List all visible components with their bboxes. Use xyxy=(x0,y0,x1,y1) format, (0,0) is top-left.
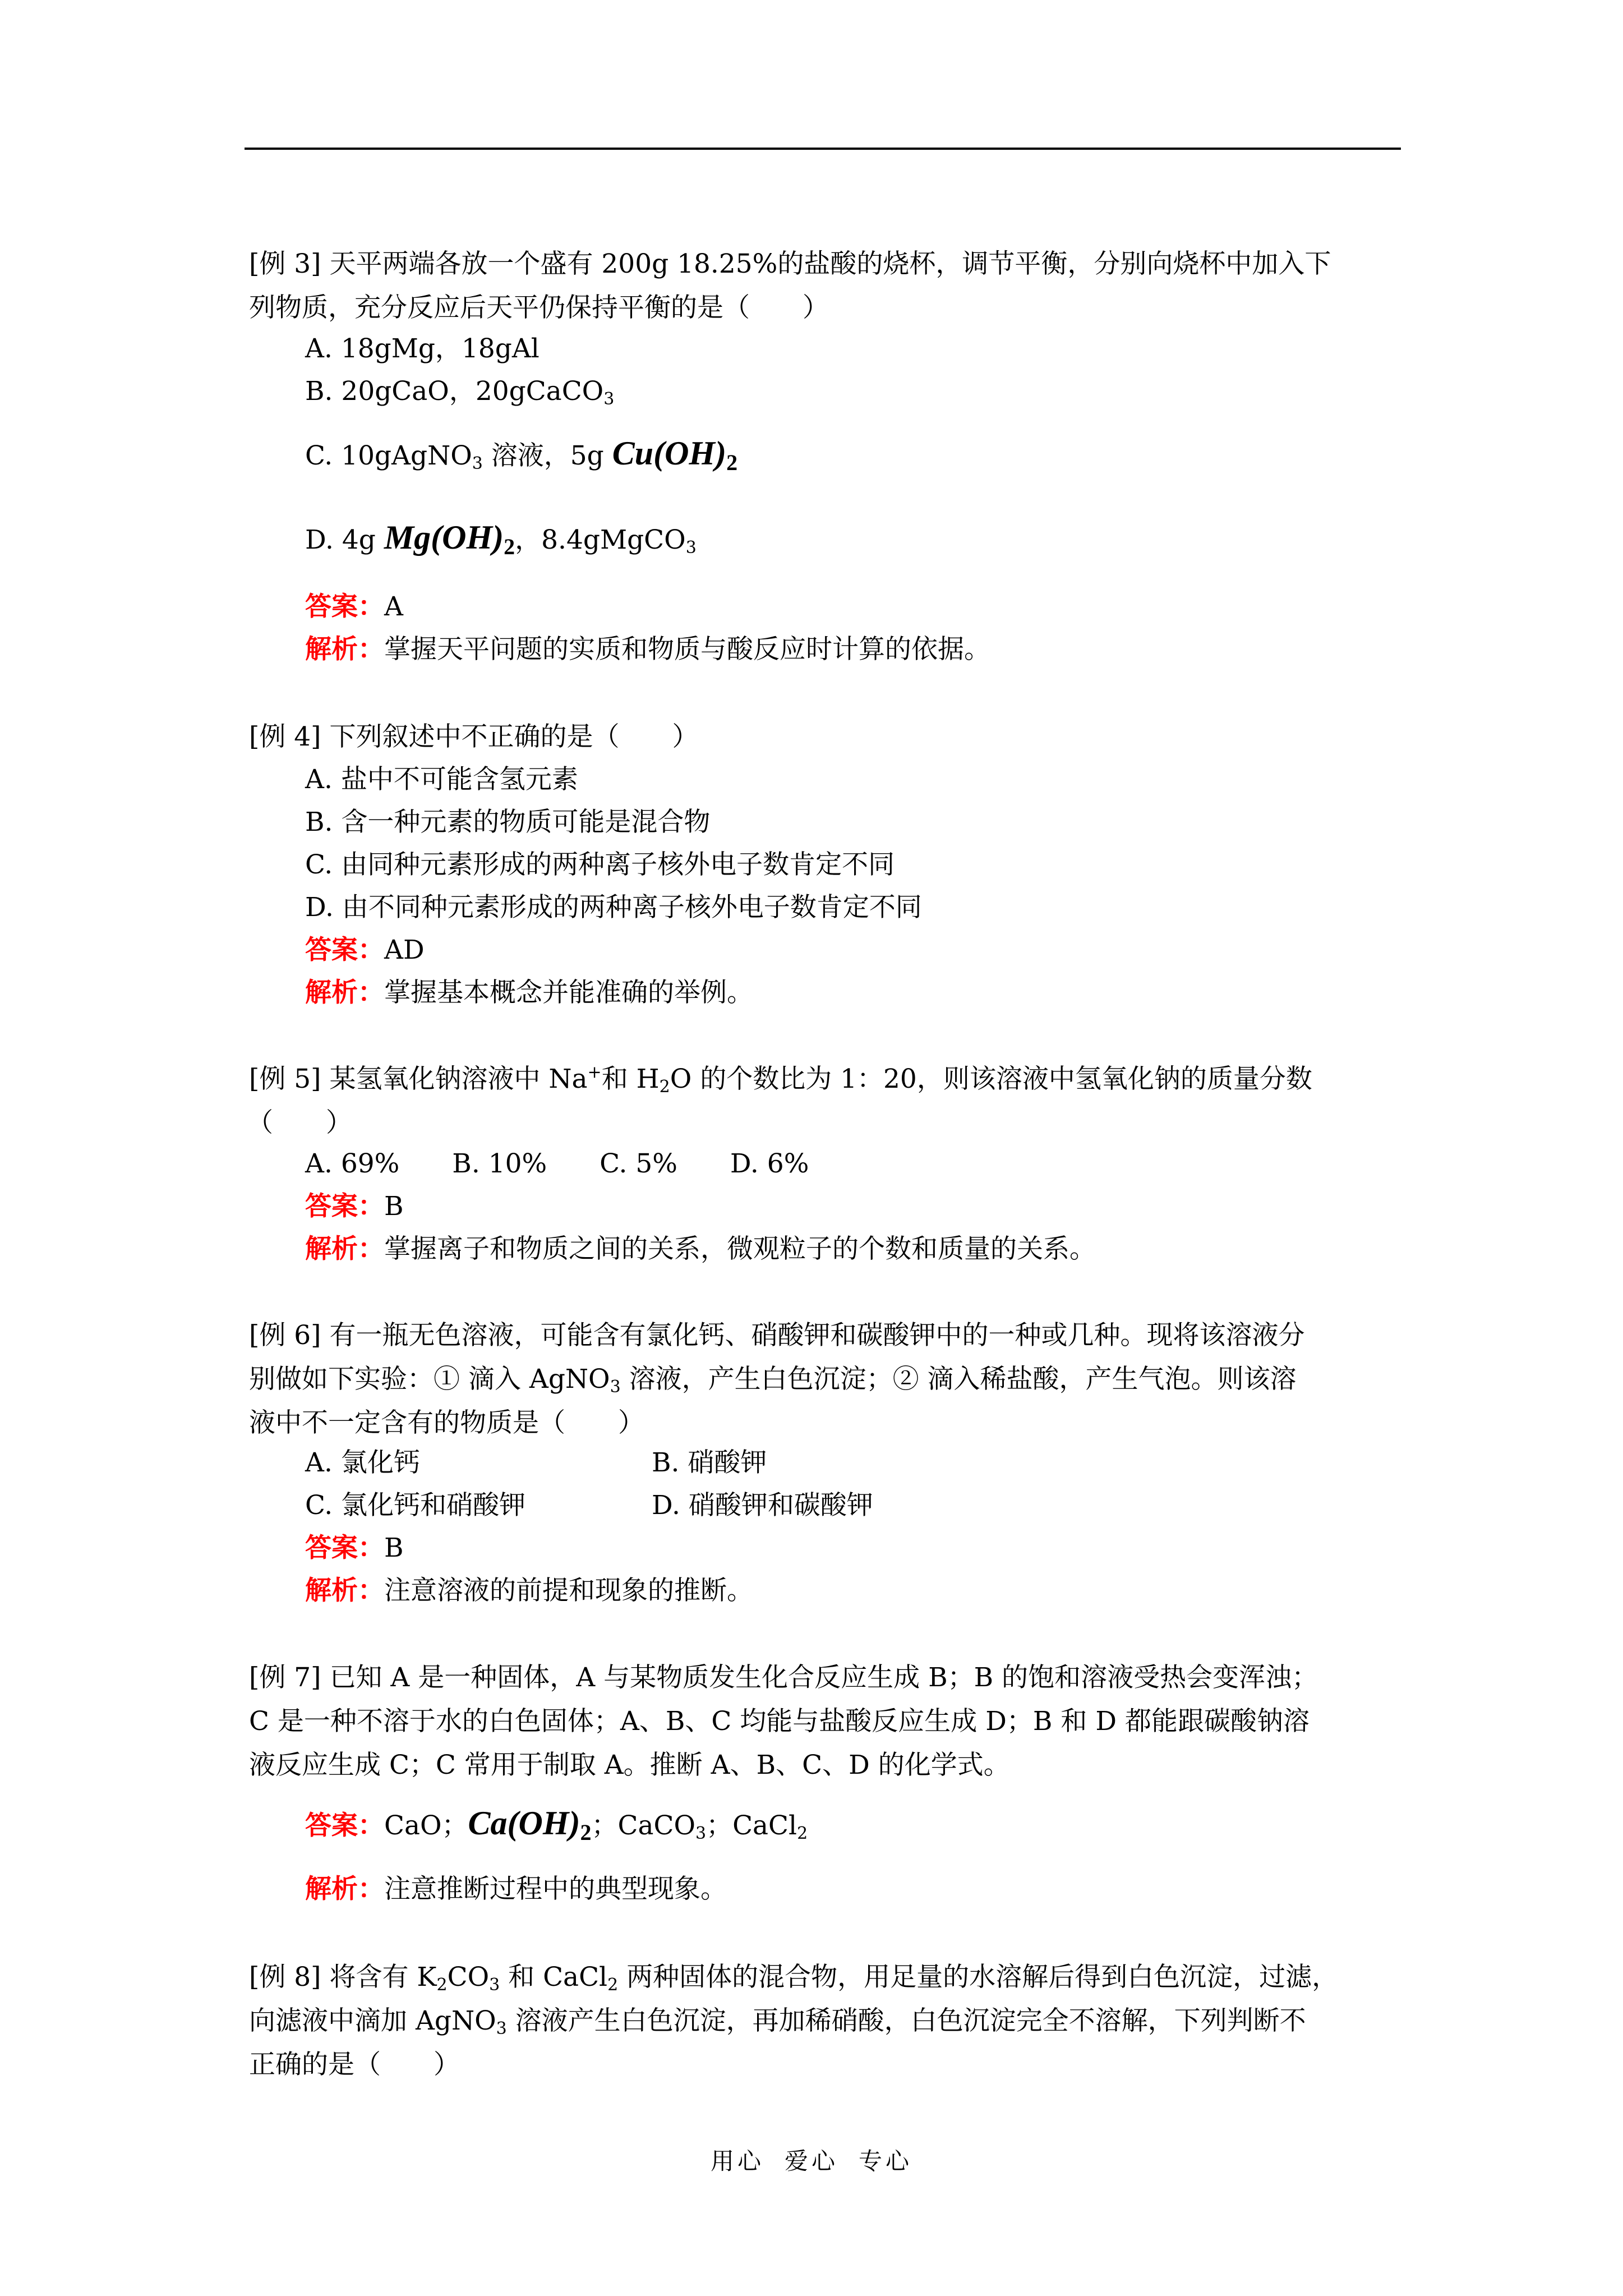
formula-mg-oh-2: $Mg(OH)_2$ xyxy=(384,519,515,559)
question-line: 列物质，充分反应后天平仍保持平衡的是（ ） xyxy=(249,292,829,323)
analysis: 解析：注意推断过程中的典型现象。 xyxy=(305,1874,727,1904)
options-row-1 xyxy=(305,1446,1146,1480)
example-7-question xyxy=(249,1656,1404,1787)
option-c: C. 由同种元素形成的两种离子核外电子数肯定不同 xyxy=(305,849,895,880)
answer: 答案：CaO；$Ca(OH)_2$；CaCO$_3$；CaCl$_2$ xyxy=(305,1805,808,1845)
analysis: 解析：掌握基本概念并能准确的举例。 xyxy=(305,977,753,1008)
footer-text: 用心 xyxy=(710,2147,764,2175)
example-6-question xyxy=(249,1314,1404,1445)
option-a: A. 氯化钙 xyxy=(305,1447,420,1478)
question-line: 正确的是（ ） xyxy=(249,2049,460,2080)
option-d: D. 由不同种元素形成的两种离子核外电子数肯定不同 xyxy=(305,892,922,923)
answer: 答案：B xyxy=(305,1533,404,1563)
question-line: 液中不一定含有的物质是（ ） xyxy=(249,1407,644,1438)
analysis: 解析：掌握离子和物质之间的关系，微观粒子的个数和质量的关系。 xyxy=(305,1234,1096,1264)
example-4-question: [例 4] 下列叙述中不正确的是（ ） xyxy=(249,721,699,752)
formula-cu-oh-2: $Cu(OH)_2$ xyxy=(612,435,738,475)
page-footer xyxy=(0,2143,1623,2177)
analysis: 解析：注意溶液的前提和现象的推断。 xyxy=(305,1575,753,1606)
answer: 答案：B xyxy=(305,1191,404,1222)
option-a: A. 盐中不可能含氢元素 xyxy=(305,764,578,795)
question-line: （ ） xyxy=(247,1107,352,1138)
question-line: 液反应生成 C；C 常用于制取 A。推断 A、B、C、D 的化学式。 xyxy=(249,1750,1010,1780)
formula-ca-oh-2: $Ca(OH)_2$ xyxy=(468,1805,592,1845)
option-d: D. 4g $Mg(OH)_2$，8.4gMgCO$_3$ xyxy=(305,519,697,559)
option-b: B. 20gCaO，20gCaCO$_3$ xyxy=(305,376,615,409)
option-b: B. 含一种元素的物质可能是混合物 xyxy=(305,807,711,838)
question-line: [例 3] 天平两端各放一个盛有 200g 18.25%的盐酸的烧杯，调节平衡，分别向烧杯中加入下 xyxy=(249,249,1331,279)
analysis: 解析：掌握天平问题的实质和物质与酸反应时计算的依据。 xyxy=(305,634,990,665)
example-8-question xyxy=(249,1955,1404,2087)
options-row: A. 69% B. 10% C. 5% D. 6% xyxy=(305,1148,809,1179)
question-line: [例 6] 有一瓶无色溶液，可能含有氯化钙、硝酸钾和碳酸钾中的一种或几种。现将该溶液分 xyxy=(249,1320,1305,1351)
option-c: C. 氯化钙和硝酸钾 xyxy=(305,1490,526,1521)
option-a: A. 18gMg，18gAl xyxy=(305,333,540,364)
option-d: D. 硝酸钾和碳酸钾 xyxy=(652,1490,873,1521)
example-3-question xyxy=(249,242,1404,330)
question-line: C 是一种不溶于水的白色固体；A、B、C 均能与盐酸反应生成 D；B 和 D 都能跟碳酸钠溶 xyxy=(249,1706,1310,1737)
question-line: [例 8] 将含有 $K_2CO_3$ 和 CaCl$_2$ 两种固体的混合物，用足量的水溶解后得到白色沉淀，过滤， xyxy=(249,1962,1339,1995)
answer: 答案：A xyxy=(305,591,403,622)
question-line: 别做如下实验：① 滴入 AgNO$_3$ 溶液，产生白色沉淀；② 滴入稀盐酸，产生气泡。则该溶 xyxy=(249,1364,1297,1397)
footer-text: 爱心 xyxy=(784,2147,838,2175)
example-5-question xyxy=(249,1057,1404,1145)
answer: 答案：AD xyxy=(305,935,425,965)
question-line: [例 5] 某氢氧化钠溶液中 Na+和 $H_2O$ 的个数比为 1：20，则该溶液中氢氧化钠的质量分数 xyxy=(249,1062,1312,1097)
footer-text: 专心 xyxy=(859,2147,913,2175)
option-c: C. 10gAgNO$_3$ 溶液，5g $Cu(OH)_2$ xyxy=(305,435,738,475)
question-line: [例 7] 已知 A 是一种固体，A 与某物质发生化合反应生成 B；B 的饱和溶液受热会变浑浊； xyxy=(249,1662,1318,1693)
option-b: B. 硝酸钾 xyxy=(652,1447,767,1478)
question-line: 向滤液中滴加 AgNO$_3$ 溶液产生白色沉淀，再加稀硝酸，白色沉淀完全不溶解，下列判断不 xyxy=(249,2005,1306,2039)
header-rule xyxy=(245,148,1401,150)
options-row-2 xyxy=(305,1489,1146,1522)
